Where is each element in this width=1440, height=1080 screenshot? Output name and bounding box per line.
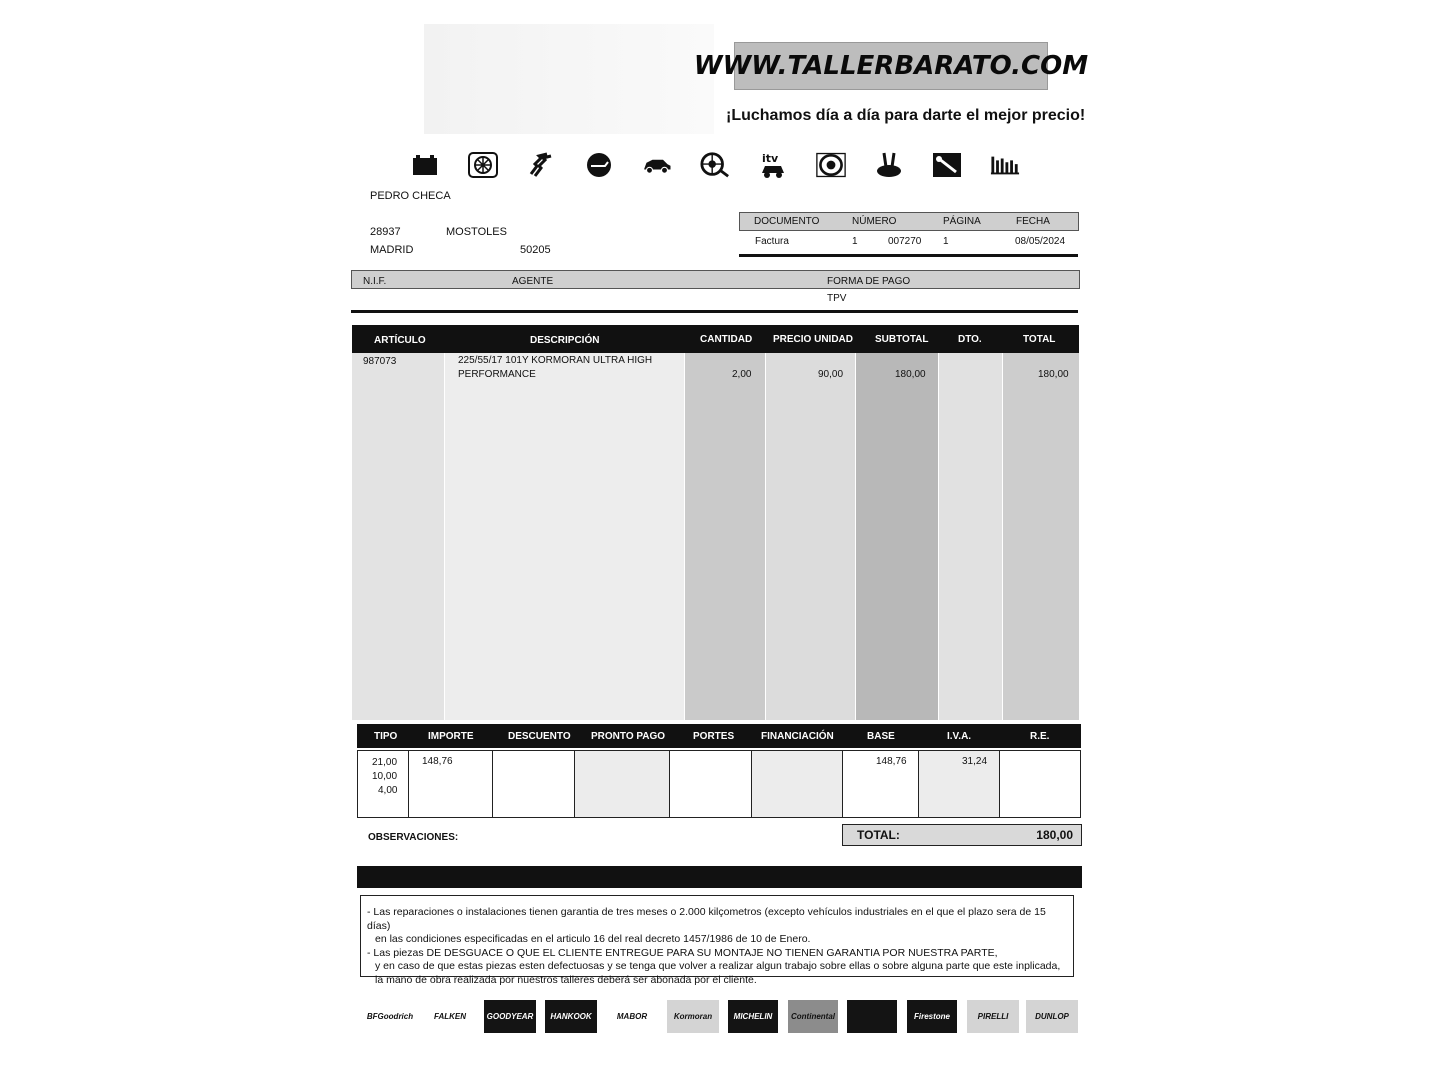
- number-label: NÚMERO: [852, 216, 897, 227]
- tax-header-re: R.E.: [1030, 731, 1050, 742]
- column-cantidad: [685, 353, 765, 720]
- header-dto: DTO.: [958, 334, 982, 345]
- customer-code: 50205: [520, 244, 551, 256]
- document-header-bar: [739, 212, 1079, 231]
- item-articulo: 987073: [363, 356, 397, 367]
- brand-hankook: HANKOOK: [545, 1000, 597, 1033]
- car-icon: [642, 150, 672, 180]
- tax-column-financiacion: [751, 751, 843, 817]
- svg-text:itv: itv: [762, 152, 779, 165]
- terms-line-4: y en caso de que estas piezas esten defectuosas y se tenga que volver a realizar algun trabajo sobre ellas o sobre alguna parte que este inplicada,: [375, 960, 1061, 972]
- engine-oil-icon: [584, 150, 614, 180]
- air-conditioning-icon: [468, 150, 498, 180]
- column-dto: [939, 353, 1002, 720]
- billing-header-bar: [351, 270, 1080, 289]
- header-cantidad: CANTIDAD: [700, 334, 753, 345]
- battery-icon: [410, 150, 440, 180]
- itv-icon: [758, 150, 788, 180]
- header-precio-unidad: PRECIO UNIDAD: [773, 334, 854, 345]
- total-box: [842, 824, 1082, 846]
- payment-method-label: FORMA DE PAGO: [827, 276, 911, 287]
- billing-divider: [351, 310, 1078, 313]
- tax-header-importe: IMPORTE: [428, 731, 474, 742]
- document-type: Factura: [755, 236, 789, 247]
- page-label: PÁGINA: [943, 216, 981, 227]
- payment-method-value: TPV: [827, 293, 847, 304]
- column-descripcion: [445, 353, 684, 720]
- service-icons-row: [410, 150, 1020, 182]
- terms-line-1: - Las reparaciones o instalaciones tienen garantia de tres meses o 2.000 kilçometros (excepto vehículos industriales en el que el plazo sera de 15 días): [367, 906, 1046, 932]
- exhaust-icon: [990, 150, 1020, 180]
- tax-header-base: BASE: [867, 731, 895, 742]
- nif-label: N.I.F.: [363, 276, 387, 287]
- tax-header-tipo: TIPO: [374, 731, 398, 742]
- header-articulo: ARTÍCULO: [374, 335, 426, 346]
- tax-header-portes: PORTES: [693, 731, 735, 742]
- document-label: DOCUMENTO: [754, 216, 820, 227]
- tax-importe: 148,76: [422, 756, 453, 767]
- item-descripcion-line2: PERFORMANCE: [458, 369, 536, 380]
- tax-tipo-3: 4,00: [378, 785, 398, 796]
- tax-table-body: [357, 750, 1081, 818]
- document-series: 1: [852, 236, 858, 247]
- brand-falken: FALKEN: [434, 1012, 466, 1021]
- header-descripcion: DESCRIPCIÓN: [530, 335, 600, 346]
- terms-line-2: en las condiciones especificadas en el articulo 16 del real decreto 1457/1986 de 10 de Enero.: [375, 933, 811, 945]
- brand-unreadable: [847, 1000, 897, 1033]
- item-cantidad: 2,00: [732, 369, 752, 380]
- logo: [693, 42, 1089, 90]
- lift-icon: [874, 150, 904, 180]
- wrench-icon: [932, 150, 962, 180]
- logo-text: WWW.TALLERBARATO.COM: [693, 51, 1089, 81]
- brand-mabor: MABOR: [616, 1012, 648, 1021]
- tax-header-iva: I.V.A.: [947, 731, 972, 742]
- brand-michelin: MICHELIN: [728, 1000, 778, 1033]
- column-precio: [766, 353, 855, 720]
- column-articulo: [352, 353, 444, 720]
- document-date: 08/05/2024: [1015, 236, 1066, 247]
- tax-base: 148,76: [876, 756, 907, 767]
- redacted-company-area: [424, 24, 714, 134]
- divider-band: [357, 866, 1082, 888]
- spring-icon: [526, 150, 556, 180]
- customer-postal-code: 28937: [370, 226, 401, 238]
- tax-iva: 31,24: [962, 756, 988, 767]
- items-header: [352, 325, 1079, 353]
- item-descripcion-line1: 225/55/17 101Y KORMORAN ULTRA HIGH: [458, 355, 653, 366]
- column-subtotal: [856, 353, 938, 720]
- customer-name: PEDRO CHECA: [370, 190, 451, 202]
- tire-icon: [816, 150, 846, 180]
- document-divider: [739, 254, 1078, 257]
- date-label: FECHA: [1016, 216, 1050, 227]
- items-table: [352, 325, 1079, 720]
- tax-column-pronto-pago: [574, 751, 670, 817]
- header-subtotal: SUBTOTAL: [875, 334, 929, 345]
- header-total: TOTAL: [1023, 334, 1056, 345]
- brand-goodyear: GOODYEAR: [484, 1000, 536, 1033]
- tax-header-financiacion: FINANCIACIÓN: [761, 731, 834, 742]
- agent-label: AGENTE: [512, 276, 554, 287]
- item-precio: 90,00: [818, 369, 844, 380]
- customer-city: MOSTOLES: [446, 226, 507, 238]
- brand-kormoran: Kormoran: [667, 1000, 719, 1033]
- document-page: 1: [943, 236, 949, 247]
- total-label: TOTAL:: [857, 828, 900, 842]
- tax-tipo-2: 10,00: [372, 771, 398, 782]
- brand-dunlop: DUNLOP: [1026, 1000, 1078, 1033]
- brand-continental: Continental: [788, 1000, 838, 1033]
- terms-line-3: - Las piezas DE DESGUACE O QUE EL CLIENTE ENTREGUE PARA SU MONTAJE NO TIENEN GARANTIA POR NUESTRA PARTE,: [367, 946, 998, 959]
- tax-column-iva: [918, 751, 1000, 817]
- tax-tipo-1: 21,00: [372, 757, 398, 768]
- column-total: [1003, 353, 1079, 720]
- total-value: 180,00: [1036, 828, 1073, 842]
- brand-firestone: Firestone: [907, 1000, 957, 1033]
- tax-header-descuento: DESCUENTO: [508, 731, 571, 742]
- item-subtotal: 180,00: [895, 369, 926, 380]
- item-total: 180,00: [1038, 369, 1069, 380]
- slogan: ¡Luchamos día a día para darte el mejor precio!: [726, 107, 1086, 124]
- document-number: 007270: [888, 236, 922, 247]
- tax-header-pronto-pago: PRONTO PAGO: [591, 731, 666, 742]
- observaciones-label: OBSERVACIONES:: [368, 832, 459, 843]
- wheel-alignment-icon: [700, 150, 730, 180]
- brand-pirelli: PIRELLI: [967, 1000, 1019, 1033]
- brand-bfgoodrich: BFGoodrich: [366, 1012, 414, 1021]
- terms-line-5: la mano de obra realizada por nuestros talleres deberá ser abonada por el cliente.: [375, 973, 757, 986]
- customer-province: MADRID: [370, 244, 414, 256]
- warranty-terms: [360, 895, 1074, 986]
